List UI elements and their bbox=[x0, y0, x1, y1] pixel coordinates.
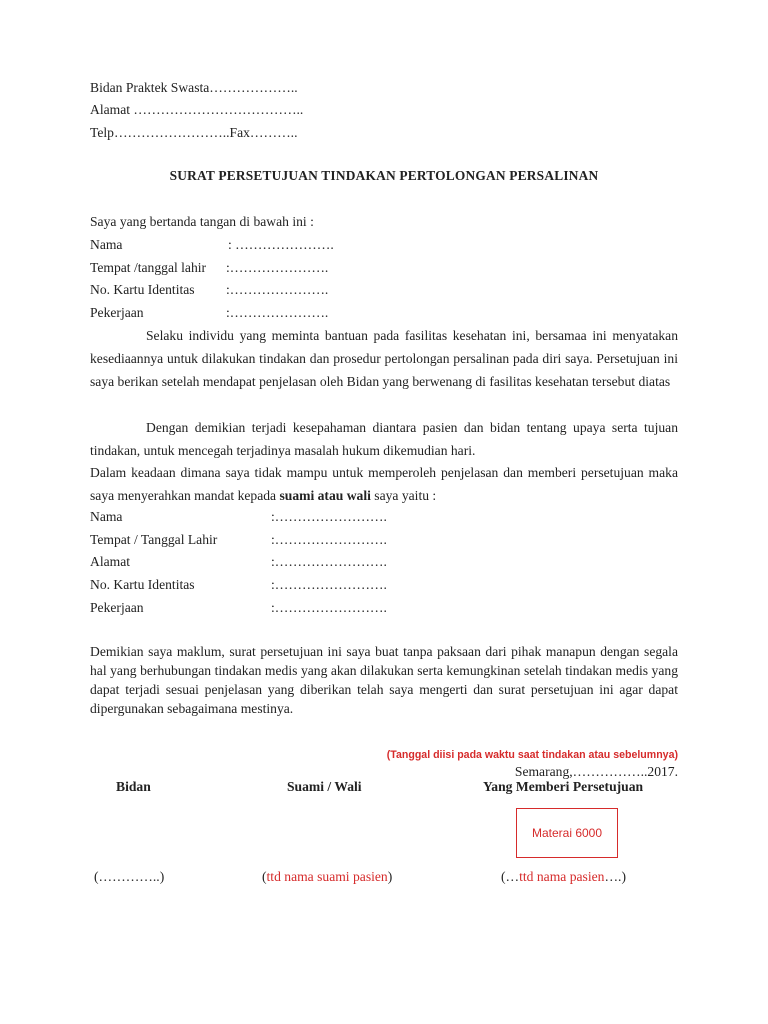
patient-field-row bbox=[90, 236, 678, 254]
paragraph-mandate-text: Dalam keadaan dimana saya tidak mampu untuk memperoleh penjelasan dan memberi persetujuan maka saya menyerahkan mandat kepada bbox=[90, 465, 678, 503]
signature-guardian-name: ttd nama suami pasien bbox=[266, 869, 388, 884]
field-label: Pekerjaan bbox=[90, 600, 144, 615]
paragraph-mandate-tail: saya yaitu : bbox=[370, 488, 437, 503]
field-value: :…………………. bbox=[226, 260, 329, 275]
field-value: :…………………. bbox=[226, 305, 329, 320]
guardian-field-row bbox=[90, 508, 678, 526]
patient-field-row bbox=[90, 304, 678, 322]
field-label: Pekerjaan bbox=[90, 305, 144, 320]
paren-close: ) bbox=[387, 869, 393, 884]
patient-field-row bbox=[90, 281, 678, 299]
clinic-address-line: Alamat ……………………………….. bbox=[90, 102, 304, 117]
paragraph-mandate bbox=[90, 461, 678, 507]
paragraph-understanding-text: Dengan demikian terjadi kesepahaman diantara pasien dan bidan tentang upaya serta tujuan tindakan, untuk mencegah terjadinya masalah hukum dikemudian hari. bbox=[90, 420, 678, 458]
signature-patient bbox=[501, 869, 626, 885]
field-value: : …………………. bbox=[228, 237, 334, 252]
field-label: Alamat bbox=[90, 554, 131, 569]
guardian-field-row bbox=[90, 553, 678, 571]
patient-field-row bbox=[90, 259, 678, 277]
stamp-duty-box bbox=[516, 808, 618, 858]
signature-patient-name: ttd nama pasien bbox=[519, 869, 605, 884]
field-value: :……………………. bbox=[271, 600, 387, 615]
field-label: Tempat /tanggal lahir bbox=[90, 260, 207, 275]
document-title: SURAT PERSETUJUAN TINDAKAN PERTOLONGAN PERSALINAN bbox=[169, 168, 599, 183]
paragraph-closing: Demikian saya maklum, surat persetujuan ini saya buat tanpa paksaan dari pihak manapun dengan segala hal yang berhubungan tindakan medis yang akan dilakukan serta kemungkinan setelah tindakan medis yang dapat terjadi sesuai penjelasan yang diberikan telah saya mengerti dan surat persetujuan ini agar dapat dipergunakan sebagaimana mestinya. bbox=[90, 644, 678, 716]
field-label: No. Kartu Identitas bbox=[90, 577, 195, 592]
field-label: Nama bbox=[90, 509, 123, 524]
signature-heading-guardian: Suami / Wali bbox=[287, 779, 362, 794]
guardian-field-row bbox=[90, 599, 678, 617]
stamp-label: Materai 6000 bbox=[531, 826, 603, 840]
paragraph-understanding bbox=[90, 416, 678, 462]
date-note: (Tanggal diisi pada waktu saat tindakan atau sebelumnya) bbox=[386, 749, 678, 761]
signature-guardian bbox=[262, 869, 392, 885]
field-value: :……………………. bbox=[271, 577, 387, 592]
field-value: :……………………. bbox=[271, 509, 387, 524]
guardian-field-row bbox=[90, 531, 678, 549]
mandate-bold: suami atau wali bbox=[279, 488, 371, 503]
signature-heading-patient: Yang Memberi Persetujuan bbox=[483, 779, 644, 794]
paragraph-consent-text: Selaku individu yang meminta bantuan pada fasilitas kesehatan ini, bersamaa ini menyatakan kesediaannya untuk dilakukan tindakan dan prosedur pertolongan persalinan pada diri saya. Persetujuan ini saya berikan setelah mendapat penjelasan oleh Bidan yang berwenang di fasilitas kesehatan tersebut diatas bbox=[90, 328, 678, 389]
clinic-phone-fax-line: Telp……………………..Fax……….. bbox=[90, 125, 298, 140]
document-page bbox=[90, 0, 678, 1024]
clinic-name-line: Bidan Praktek Swasta……………….. bbox=[90, 80, 298, 95]
signature-heading-midwife: Bidan bbox=[116, 779, 151, 794]
field-label: Nama bbox=[90, 237, 123, 252]
signature-midwife: (…………..) bbox=[94, 869, 165, 884]
field-value: :……………………. bbox=[271, 554, 387, 569]
paragraph-consent bbox=[90, 324, 678, 393]
intro-text: Saya yang bertanda tangan di bawah ini : bbox=[90, 214, 314, 229]
guardian-field-row bbox=[90, 576, 678, 594]
field-label: No. Kartu Identitas bbox=[90, 282, 195, 297]
paren-close: ….) bbox=[604, 869, 626, 884]
paren-open: (… bbox=[501, 869, 520, 884]
place-date: Semarang,……………..2017. bbox=[514, 764, 678, 779]
paren-open: ( bbox=[262, 869, 267, 884]
field-value: :……………………. bbox=[271, 532, 387, 547]
field-label: Tempat / Tanggal Lahir bbox=[90, 532, 218, 547]
field-value: :…………………. bbox=[226, 282, 329, 297]
